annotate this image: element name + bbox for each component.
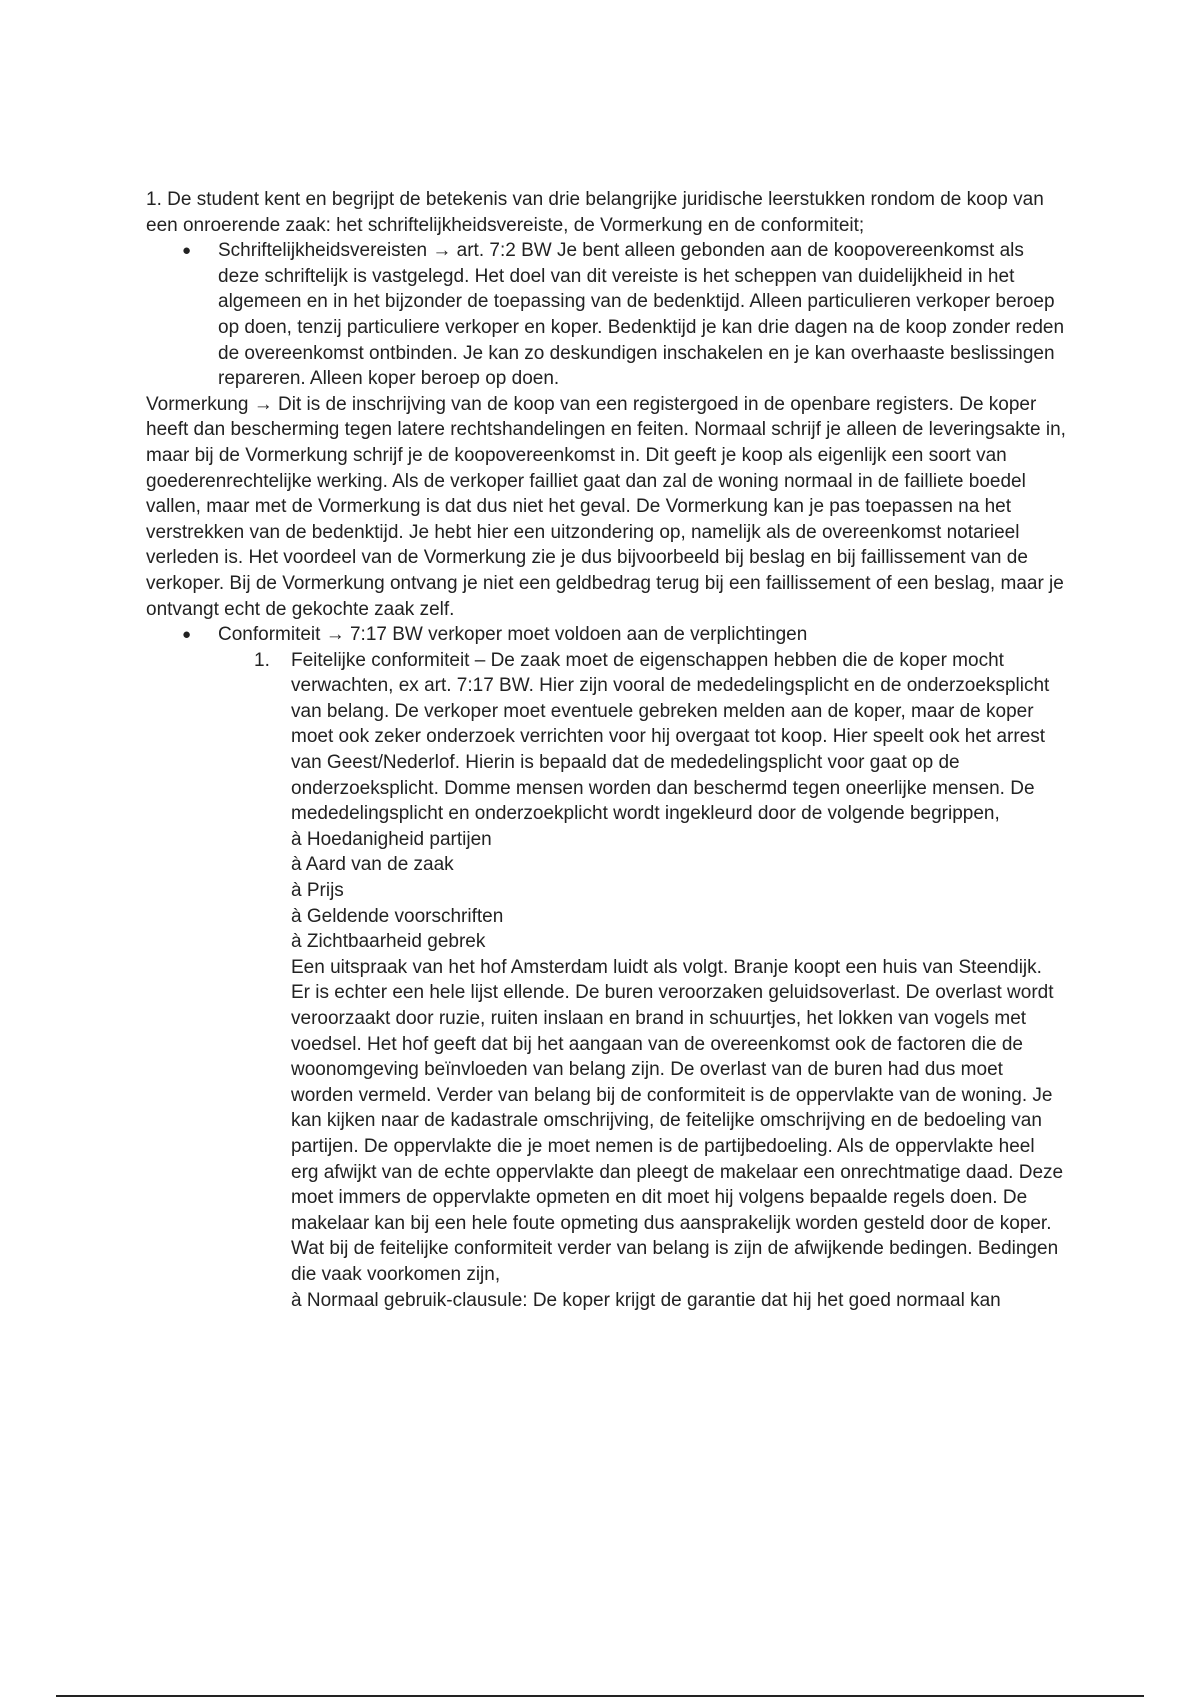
list-item: à Geldende voorschriften: [291, 905, 504, 927]
list-item: à Prijs: [291, 880, 344, 902]
list-number: 1.: [254, 649, 270, 671]
bullet-conformiteit-text: Conformiteit → 7:17 BW verkoper moet voldoen aan de verplichtingen: [218, 624, 808, 646]
bullet-schriftelijkheid: [146, 238, 1066, 392]
list-item: à Hoedanigheid partijen: [291, 828, 492, 850]
list-item: à Aard van de zaak: [291, 854, 454, 876]
bullet-schriftelijkheid-text: Schriftelijkheidsvereisten → art. 7:2 BW Je bent alleen gebonden aan de koopovereenkomst als deze schriftelijk is vastgelegd. Het doel van dit vereiste is het scheppen van duidelijkheid in het algemeen en in het bijzonder de toepassing van de bedenktijd. Alleen particulieren verkoper beroep op doen, tenzij particuliere verkoper en koper. Bedenktijd je kan drie dagen na de koop zonder reden de overeenkomst ontbinden. Je kan zo deskundigen inschakelen en je kan overhaaste beslissingen repareren. Alleen koper beroep op doen.: [218, 240, 1065, 390]
vormerkung-paragraph: Vormerkung → Dit is de inschrijving van de koop van een registergoed in de openbare registers. De koper heeft dan bescherming tegen latere rechtshandelingen en feiten. Normaal schrijf je alleen de leveringsakte in, maar bij de Vormerkung schrijf je de koopovereenkomst in. Dit geeft je koop als eigenlijk een soort van goederenrechtelijke werking. Als de verkoper failliet gaat dan zal de woning normaal in de failliete boedel vallen, maar met de Vormerkung is dat dus niet het geval. De Vormerkung kan je pas toepassen na het verstrekken van de bedenktijd. Je hebt hier een uitzondering op, namelijk als de overeenkomst notarieel verleden is. Het voordeel van de Vormerkung zie je dus bijvoorbeeld bij beslag en bij faillissement van de verkoper. Bij de Vormerkung ontvang je niet een geldbedrag terug bij een faillissement of een beslag, maar je ontvangt echt de gekochte zaak zelf.: [146, 393, 1066, 620]
bullet-conformiteit: [146, 622, 1066, 648]
case-paragraph: Een uitspraak van het hof Amsterdam luidt als volgt. Branje koopt een huis van Steendijk. Er is echter een hele lijst ellende. De buren veroorzaken geluidsoverlast. De overlast wordt veroorzaakt door ruzie, ruiten inslaan en brand in schuurtjes, het lokken van vogels met voedsel. Het hof geeft dat bij het aangaan van de overeenkomst ook de factoren die de woonomgeving beïnvloeden van belang zijn. De overlast van de buren had dus moet worden vermeld. Verder van belang bij de conformiteit is de oppervlakte van de woning. Je kan kijken naar de kadastrale omschrijving, de feitelijke omschrijving en de bedoeling van partijen. De oppervlakte die je moet nemen is de partijbedoeling. Als de oppervlakte heel erg afwijkt van de echte oppervlakte dan pleegt de makelaar een onrechtmatige daad. Deze moet immers de oppervlakte opmeten en dit moet hij volgens bepaalde regels doen. De makelaar kan bij een hele foute opmeting dus aansprakelijk worden gesteld door de koper. Wat bij de feitelijke conformiteit verder van belang is zijn de afwijkende bedingen. Bedingen die vaak voorkomen zijn,: [291, 956, 1064, 1285]
numbered-item-text: Feitelijke conformiteit – De zaak moet de eigenschappen hebben die de koper mocht verwachten, ex art. 7:17 BW. Hier zijn vooral de mededelingsplicht en de onderzoeksplicht van belang. De verkoper moet eventuele gebreken melden aan de koper, maar de koper moet ook zeker onderzoek verrichten voor hij overgaat tot koop. Hier speelt ook het arrest van Geest/Nederlof. Hierin is bepaald dat de mededelingsplicht voor gaat op de onderzoeksplicht. Domme mensen worden dan beschermd tegen oneerlijke mensen. De mededelingsplicht en onderzoekplicht wordt ingekleurd door de volgende begrippen,: [291, 649, 1050, 825]
numbered-item-feitelijke-conformiteit: [146, 648, 1066, 827]
bullet-icon: ●: [182, 242, 192, 260]
clause-paragraph: à Normaal gebruik-clausule: De koper krijgt de garantie dat hij het goed normaal kan: [291, 1289, 1001, 1311]
footer-divider: [56, 1695, 1144, 1697]
list-item: à Zichtbaarheid gebrek: [291, 931, 486, 953]
document-body: [146, 187, 1066, 1313]
intro-paragraph: 1. De student kent en begrijpt de betekenis van drie belangrijke juridische leerstukken rondom de koop van een onroerende zaak: het schriftelijkheidsvereiste, de Vormerkung en de conformiteit;: [146, 189, 1044, 236]
factor-list: [146, 827, 1066, 955]
bullet-icon: ●: [182, 626, 192, 644]
